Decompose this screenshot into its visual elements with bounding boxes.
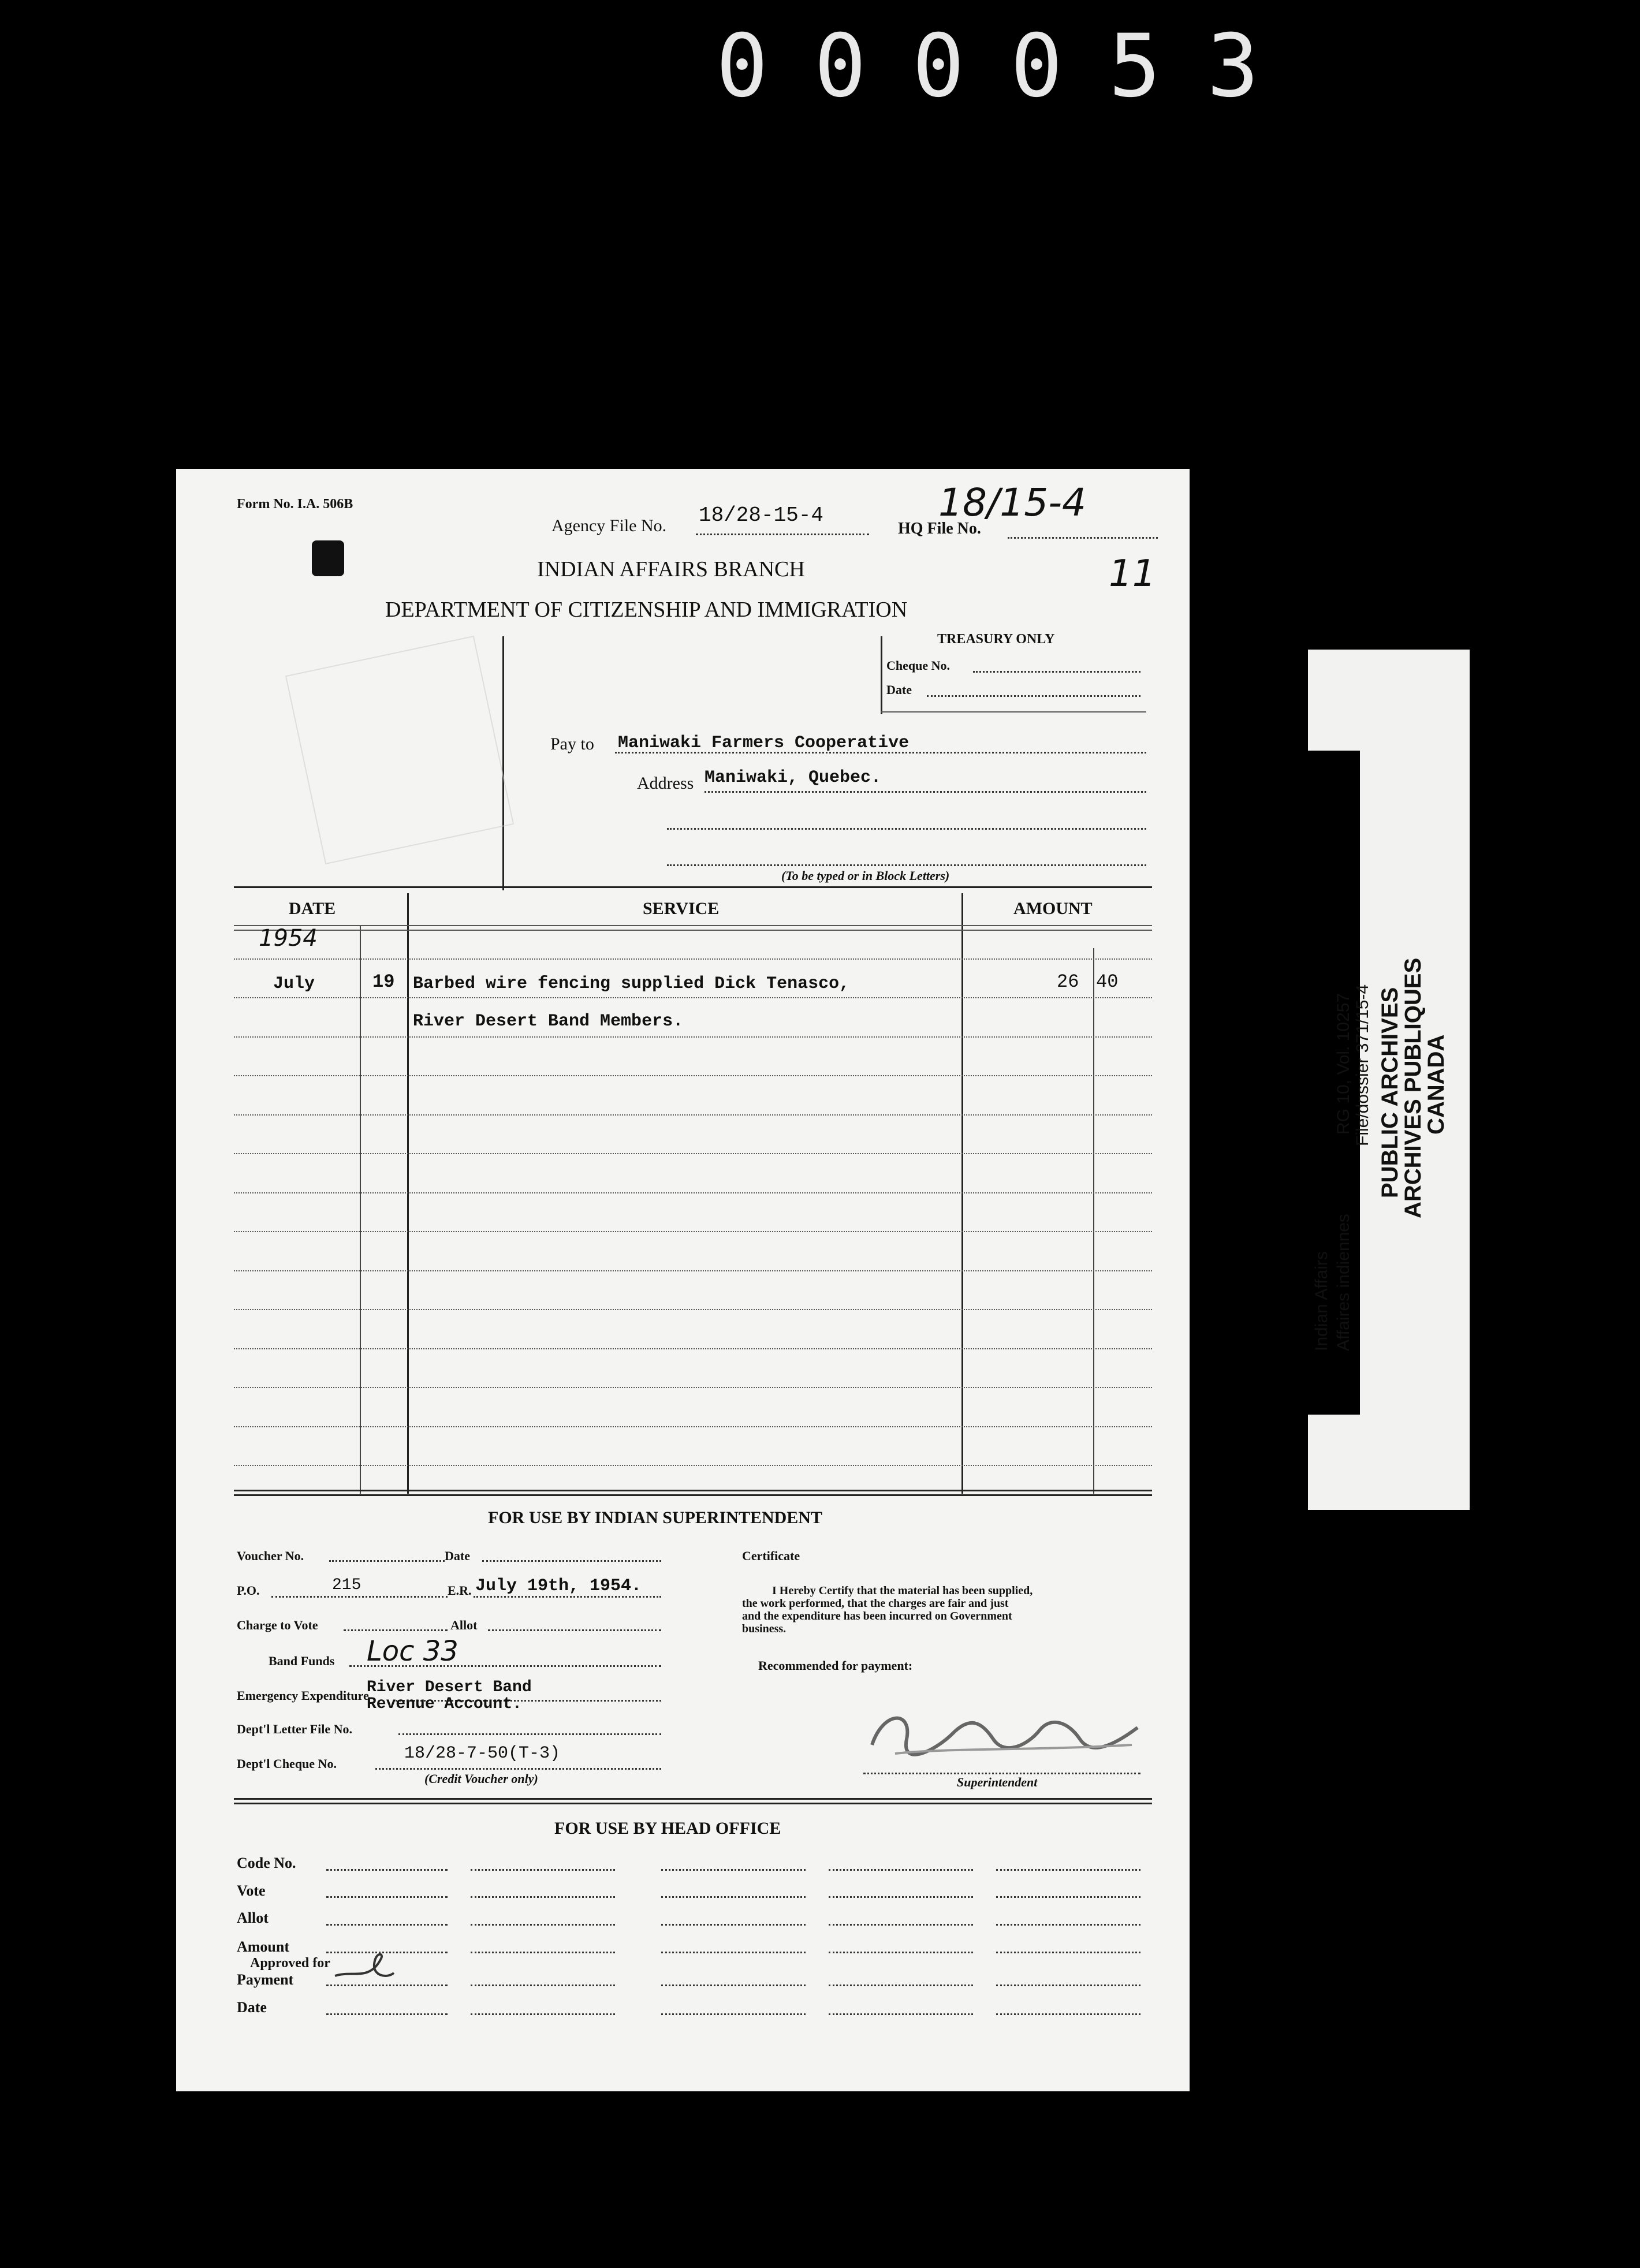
certificate-text: the work performed, that the charges are fair and just <box>742 1597 1009 1610</box>
allot-label: Allot <box>450 1618 478 1632</box>
block-letters-note: (To be typed or in Block Letters) <box>781 868 950 883</box>
table-row-service: River Desert Band Members. <box>413 1012 684 1031</box>
archive-file: File/dossier 371/15-4 <box>1353 984 1372 1146</box>
band-funds-label: Band Funds <box>269 1654 335 1668</box>
er-label: E.R. <box>448 1583 472 1598</box>
address-value: Maniwaki, Quebec. <box>705 768 882 788</box>
superintendent-signature <box>860 1699 1149 1768</box>
agency-file-value: 18/28-15-4 <box>699 503 824 527</box>
faded-stamp <box>285 636 514 864</box>
code-label: Code No. <box>237 1855 296 1871</box>
archive-stamp-number <box>710 16 1265 117</box>
archive-line2: ARCHIVES PUBLIQUES <box>1400 957 1426 1218</box>
archive-line3: CANADA <box>1423 1034 1449 1135</box>
cheque-value: 18/28-7-50(T-3) <box>404 1744 561 1763</box>
emergency-value-2: Revenue Account. <box>367 1695 522 1713</box>
table-row-dollars: 26 <box>1057 971 1079 993</box>
treasury-cheque-label: Cheque No. <box>886 658 951 673</box>
head-office-title: FOR USE BY HEAD OFFICE <box>554 1819 781 1838</box>
table-row-month: July <box>273 974 315 994</box>
stamp-digit: 0 <box>1010 16 1063 117</box>
agency-file-label: Agency File No. <box>551 516 667 535</box>
vote-label: Vote <box>237 1882 266 1899</box>
stamp-digit: 0 <box>912 16 965 117</box>
charge-vote-label: Charge to Vote <box>237 1618 318 1632</box>
voucher-label: Voucher No. <box>237 1549 304 1563</box>
department-title: DEPARTMENT OF CITIZENSHIP AND IMMIGRATION <box>385 598 908 622</box>
branch-title: INDIAN AFFAIRS BRANCH <box>537 557 805 581</box>
superintendent-title: FOR USE BY INDIAN SUPERINTENDENT <box>488 1508 822 1527</box>
table-row-day: 19 <box>372 971 395 993</box>
archive-rg: RG 10, Vol. 10257 <box>1334 993 1353 1135</box>
stamp-digit: 3 <box>1206 16 1259 117</box>
voucher-form <box>176 469 1190 2091</box>
payment-label: Payment <box>237 1971 294 1988</box>
certificate-text: I Hereby Certify that the material has been supplied, <box>772 1584 1033 1597</box>
certificate-text: and the expenditure has been incurred on Government <box>742 1610 1012 1622</box>
table-row-service: Barbed wire fencing supplied Dick Tenasco, <box>413 974 850 994</box>
letter-file-label: Dept'l Letter File No. <box>237 1722 352 1736</box>
allot-label: Allot <box>237 1909 269 1926</box>
archive-fr: Affaires indiennes <box>1334 1214 1353 1351</box>
hq-file-label: HQ File No. <box>898 520 981 538</box>
emergency-value-1: River Desert Band <box>367 1678 532 1696</box>
recommended-label: Recommended for payment: <box>758 1658 913 1673</box>
header-amount: AMOUNT <box>1013 899 1093 918</box>
archive-line1: PUBLIC ARCHIVES <box>1377 987 1403 1198</box>
table-row-cents: 40 <box>1096 971 1119 993</box>
certificate-text: business. <box>742 1622 787 1635</box>
po-label: P.O. <box>237 1583 260 1598</box>
form-number: Form No. I.A. 506B <box>237 497 353 512</box>
po-value: 215 <box>332 1576 361 1594</box>
address-label: Address <box>637 774 694 793</box>
amount-label: Amount <box>237 1938 290 1955</box>
stamp-digit: 0 <box>814 16 867 117</box>
certificate-title: Certificate <box>742 1549 800 1563</box>
header-service: SERVICE <box>643 899 720 918</box>
header-date: DATE <box>289 899 336 918</box>
treasury-date-label: Date <box>886 682 912 697</box>
approved-label: Approved for <box>250 1956 330 1971</box>
voucher-date-label: Date <box>445 1549 470 1563</box>
date-label: Date <box>237 1999 267 2016</box>
archive-en: Indian Affairs <box>1312 1251 1331 1351</box>
table-year: 1954 <box>259 925 318 952</box>
cheque-label: Dept'l Cheque No. <box>237 1756 337 1771</box>
ink-blot <box>312 540 344 576</box>
superintendent-signer-title: Superintendent <box>957 1775 1038 1789</box>
stamp-digit: 0 <box>715 16 769 117</box>
credit-voucher-note: (Credit Voucher only) <box>424 1771 538 1786</box>
band-funds-value: Loc 33 <box>367 1635 459 1668</box>
emergency-label: Emergency Expenditure <box>237 1688 369 1703</box>
corner-mark: 11 <box>1109 553 1156 595</box>
stamp-digit: 5 <box>1108 16 1161 117</box>
treasury-title: TREASURY ONLY <box>937 632 1055 647</box>
hq-file-value: 18/15-4 <box>938 480 1087 525</box>
pay-to-value: Maniwaki Farmers Cooperative <box>618 733 910 753</box>
er-value: July 19th, 1954. <box>475 1576 642 1596</box>
pay-to-label: Pay to <box>550 734 594 753</box>
